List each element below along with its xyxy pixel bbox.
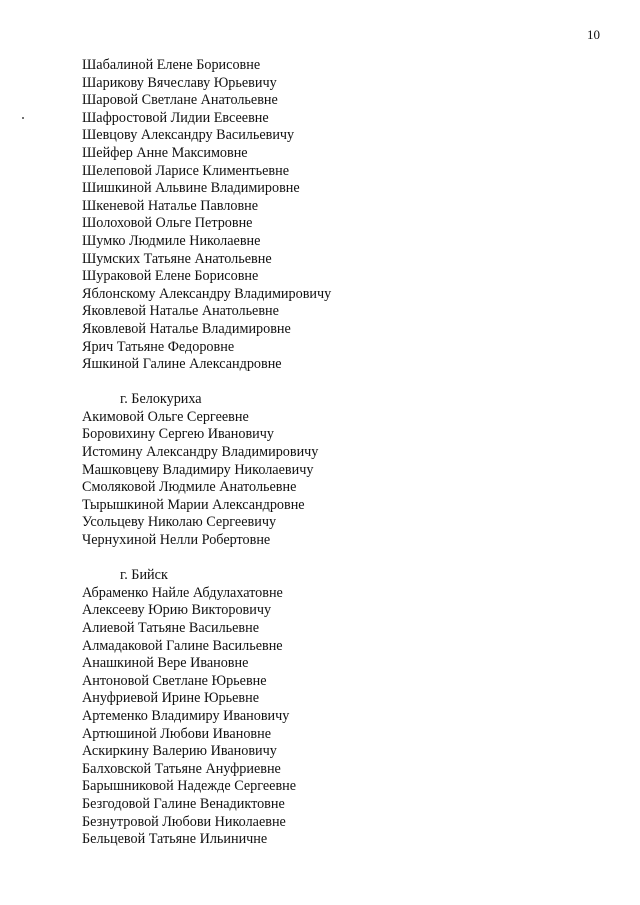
list-item: Боровихину Сергею Ивановичу	[82, 426, 275, 443]
list-item: Шаровой Светлане Анатольевне	[82, 92, 278, 109]
name-section	[82, 567, 602, 849]
list-item: Яшкиной Галине Александровне	[82, 356, 282, 373]
name-list	[82, 57, 602, 374]
list-item: Чернухиной Нелли Робертовне	[82, 532, 271, 549]
list-item: Шелеповой Ларисе Климентьевне	[82, 162, 289, 179]
list-item: Шарикову Вячеславу Юрьевичу	[82, 74, 277, 91]
list-item: Шураковой Елене Борисовне	[82, 268, 259, 285]
list-item: Тырышкиной Марии Александровне	[82, 496, 305, 513]
list-item: Антоновой Светлане Юрьевне	[82, 672, 267, 689]
list-item: Анашкиной Вере Ивановне	[82, 655, 249, 672]
list-item: Истомину Александру Владимировичу	[82, 444, 319, 461]
list-item: Алмадаковой Галине Васильевне	[82, 637, 283, 654]
list-item: Артеменко Владимиру Ивановичу	[82, 707, 290, 724]
list-item: Шкеневой Наталье Павловне	[82, 197, 259, 214]
list-item: Аскиркину Валерию Ивановичу	[82, 743, 277, 760]
list-item: Ярич Татьяне Федоровне	[82, 338, 235, 355]
list-item: Ануфриевой Ирине Юрьевне	[82, 690, 259, 707]
list-item: Шумко Людмиле Николаевне	[82, 232, 261, 249]
awardee-list	[82, 57, 602, 849]
list-item: Балховской Татьяне Ануфриевне	[82, 760, 281, 777]
list-item: Усольцеву Николаю Сергеевичу	[82, 514, 277, 531]
city-heading: г. Белокуриха	[120, 391, 202, 408]
list-item: Шишкиной Альвине Владимировне	[82, 180, 300, 197]
list-item: Безгодовой Галине Венадиктовне	[82, 795, 285, 812]
page-number: 10	[587, 27, 600, 42]
list-item: Шейфер Анне Максимовне	[82, 144, 248, 161]
list-item: Барышниковой Надежде Сергеевне	[82, 778, 297, 795]
list-item: Машковцеву Владимиру Николаевичу	[82, 461, 314, 478]
list-item: Шолоховой Ольге Петровне	[82, 215, 253, 232]
list-item: Яковлевой Наталье Анатольевне	[82, 303, 279, 320]
list-item: Алиевой Татьяне Васильевне	[82, 620, 260, 636]
list-item: Акимовой Ольге Сергеевне	[82, 408, 249, 425]
name-list	[82, 409, 602, 550]
name-list	[82, 585, 602, 849]
list-item: Яковлевой Наталье Владимировне	[82, 320, 291, 337]
name-section	[82, 57, 602, 374]
list-item: Шевцову Александру Васильевичу	[82, 127, 295, 144]
scan-speck	[22, 117, 24, 119]
city-heading: г. Бийск	[120, 567, 168, 584]
list-item: Яблонскому Александру Владимировичу	[82, 285, 332, 302]
list-item: Абраменко Найле Абдулахатовне	[82, 584, 283, 601]
list-item: Артюшиной Любови Ивановне	[82, 725, 271, 742]
list-item: Шафростовой Лидии Евсеевне	[82, 109, 269, 126]
list-item: Алексееву Юрию Викторовичу	[82, 602, 272, 619]
name-section	[82, 391, 602, 549]
list-item: Безнутровой Любови Николаевне	[82, 813, 286, 830]
list-item: Бельцевой Татьяне Ильиничне	[82, 831, 268, 848]
list-item: Шабалиной Елене Борисовне	[82, 57, 261, 73]
list-item: Шумских Татьяне Анатольевне	[82, 250, 272, 267]
list-item: Смоляковой Людмиле Анатольевне	[82, 479, 297, 496]
